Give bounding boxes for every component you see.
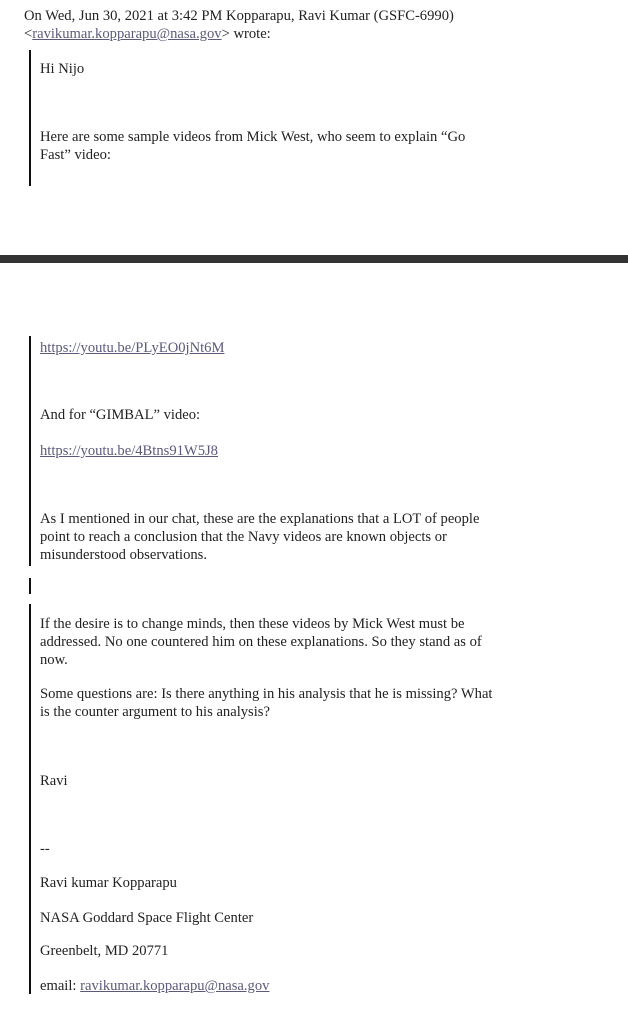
reply-header-line: On Wed, Jun 30, 2021 at 3:42 PM Kopparapu, Ravi Kumar (GSFC-6990)	[24, 8, 454, 24]
signature-name: Ravi kumar Kopparapu	[40, 875, 177, 891]
intro-line-2: Fast” video:	[40, 147, 111, 163]
paragraph-3-line-2: is the counter argument to his analysis?	[40, 704, 270, 720]
paragraph-1-line-3: misunderstood observations.	[40, 547, 208, 563]
paragraph-2-line-1: If the desire is to change minds, then these videos by Mick West must be	[40, 616, 465, 632]
quote-bar	[29, 578, 31, 594]
signature-location: Greenbelt, MD 20771	[40, 943, 169, 959]
page-divider	[0, 255, 628, 263]
quote-bar	[29, 604, 31, 994]
signature-email-label: email:	[40, 978, 81, 994]
paragraph-2-line-2: addressed. No one countered him on these explanations. So they stand as of	[40, 634, 482, 650]
sender-email-link[interactable]: ravikumar.kopparapu@nasa.gov	[32, 26, 222, 42]
quote-bar	[29, 50, 31, 186]
paragraph-3-line-1: Some questions are: Is there anything in his analysis that he is missing? What	[40, 686, 493, 702]
gimbal-video-link[interactable]: https://youtu.be/4Btns91W5J8	[40, 443, 218, 459]
signature-email-line	[40, 977, 269, 995]
paragraph-2-line-3: now.	[40, 652, 68, 668]
paragraph-1-line-1: As I mentioned in our chat, these are the explanations that a LOT of people	[40, 511, 480, 527]
quote-bar	[29, 336, 31, 566]
reply-header-email-line	[24, 25, 271, 43]
signature-email-link[interactable]: ravikumar.kopparapu@nasa.gov	[80, 978, 270, 994]
gimbal-intro: And for “GIMBAL” video:	[40, 407, 201, 423]
paragraph-1-line-2: point to reach a conclusion that the Navy videos are known objects or	[40, 529, 447, 545]
wrote-label: > wrote:	[221, 26, 271, 42]
signoff: Ravi	[40, 773, 68, 789]
signature-separator: --	[40, 841, 50, 857]
signature-organization: NASA Goddard Space Flight Center	[40, 910, 254, 926]
intro-line-1: Here are some sample videos from Mick West, who seem to explain “Go	[40, 129, 466, 145]
greeting: Hi Nijo	[40, 61, 85, 77]
open-bracket: <	[24, 26, 33, 42]
go-fast-video-link[interactable]: https://youtu.be/PLyEO0jNt6M	[40, 340, 225, 356]
